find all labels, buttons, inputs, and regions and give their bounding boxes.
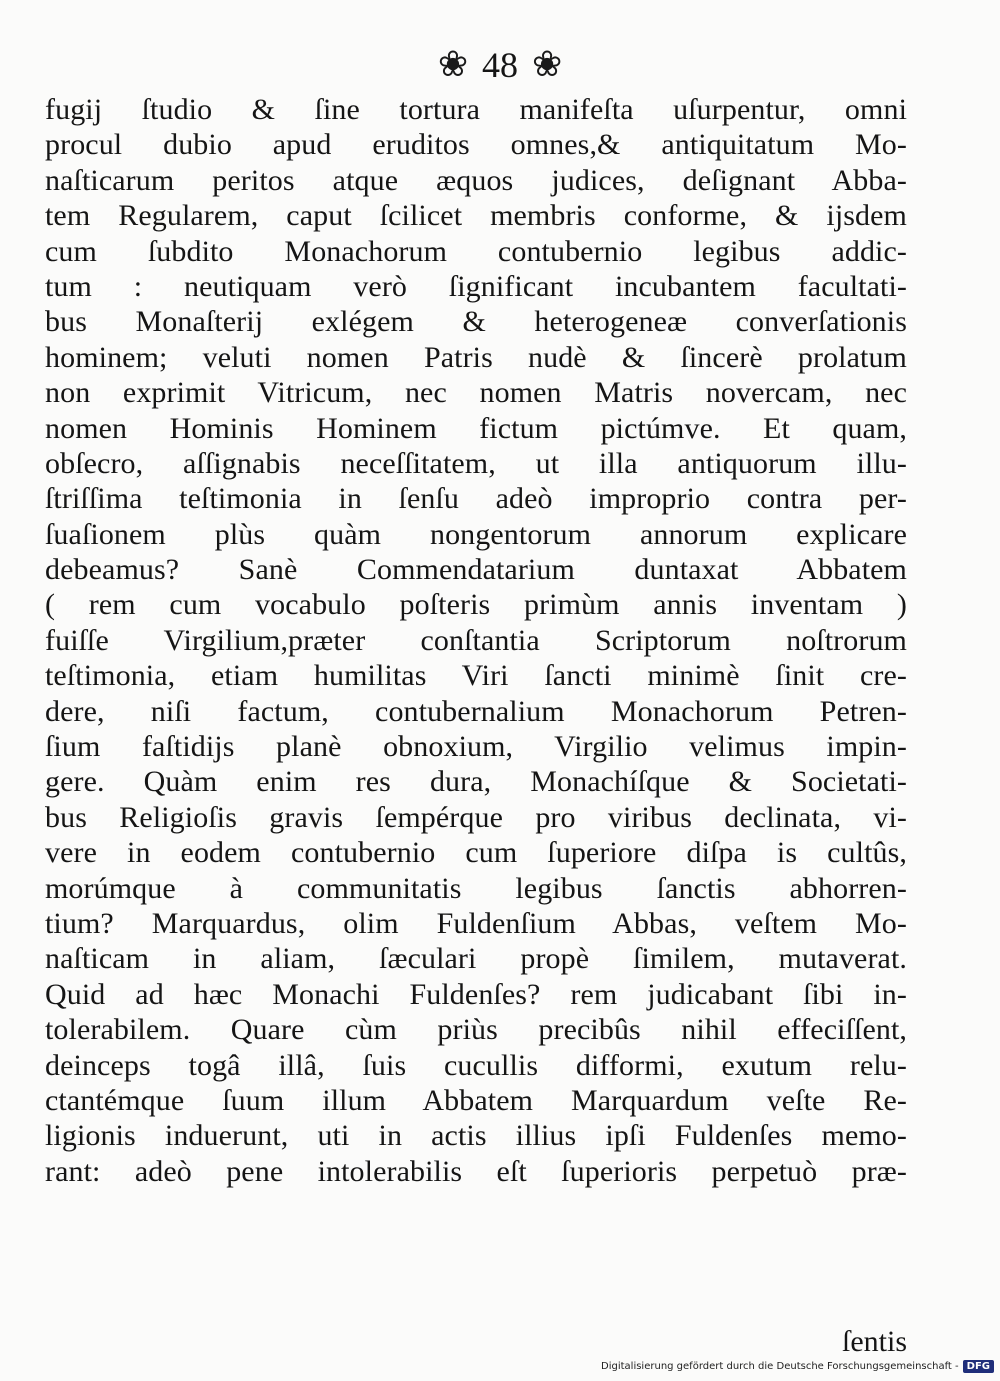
text-line: ſium faſtidijs planè obnoxium, Virgilio velimus impin-	[45, 730, 907, 764]
text-line: tium? Marquardus, olim Fuldenſium Abbas, veſtem Mo-	[45, 906, 907, 940]
funding-note: Digitalisierung gefördert durch die Deutsche Forschungsgemeinschaft -	[601, 1360, 959, 1372]
text-line: hominem; veluti nomen Patris nudè & ſincerè prolatum	[45, 340, 907, 374]
flower-ornament-icon: ❀	[437, 44, 468, 85]
text-line: non exprimit Vitricum, nec nomen Matris novercam, nec	[45, 376, 907, 410]
text-line: bus Religioſis gravis ſempérque pro viribus declinata, vi-	[45, 800, 907, 834]
text-line: fuiſſe Virgilium,præter conſtantia Scriptorum noſtrorum	[45, 623, 907, 657]
text-line: cum ſubdito Monachorum contubernio legibus addic-	[45, 234, 907, 268]
page-number: 48	[482, 45, 518, 85]
page-header	[0, 40, 1000, 90]
text-line: procul dubio apud eruditos omnes,& antiquitatum Mo-	[45, 128, 907, 162]
text-line: ſuaſionem plùs quàm nongentorum annorum explicare	[45, 517, 907, 551]
text-line: debeamus? Sanè Commendatarium duntaxat Abbatem	[45, 553, 907, 587]
body-text	[45, 92, 907, 1189]
text-line: gere. Quàm enim res dura, Monachíſque & Societati-	[45, 765, 907, 799]
text-line: teſtimonia, etiam humilitas Viri ſancti minimè ſinit cre-	[45, 659, 907, 693]
text-line: ligionis induerunt, uti in actis illius ipſi Fuldenſes memo-	[45, 1119, 907, 1153]
text-line: rant: adeò pene intolerabilis eſt ſuperioris perpetuò præ-	[45, 1154, 907, 1188]
text-line: tum : neutiquam verò ſignificant incubantem facultati-	[45, 269, 907, 303]
catchword: ſentis	[842, 1325, 907, 1358]
text-line: ctantémque ſuum illum Abbatem Marquardum veſte Re-	[45, 1083, 907, 1117]
text-line: morúmque à communitatis legibus ſanctis abhorren-	[45, 871, 907, 905]
text-line: tem Regularem, caput ſcilicet membris conforme, & ijsdem	[45, 199, 907, 233]
text-line: vere in eodem contubernio cum ſuperiore diſpa is cultûs,	[45, 836, 907, 870]
text-line: fugij ſtudio & ſine tortura manifeſta uſurpentur, omni	[45, 93, 907, 126]
text-line: naſticam in aliam, ſæculari propè ſimilem, mutaverat.	[45, 942, 907, 976]
text-line: bus Monaſterij exlégem & heterogeneæ converſationis	[45, 305, 907, 339]
flower-ornament-icon: ❀	[532, 44, 563, 85]
text-line: tolerabilem. Quare cùm priùs precibûs nihil effeciſſent,	[45, 1013, 907, 1047]
text-line: Quid ad hæc Monachi Fuldenſes? rem judicabant ſibi in-	[45, 977, 907, 1011]
text-line: nomen Hominis Hominem fictum pictúmve. Et quam,	[45, 411, 907, 445]
text-line: ( rem cum vocabulo poſteris primùm annis inventam )	[45, 588, 907, 622]
text-line: ſtriſſima teſtimonia in ſenſu adeò improprio contra per-	[45, 482, 907, 516]
footer	[601, 1357, 994, 1375]
dfg-logo: DFG	[963, 1360, 994, 1373]
text-line: deinceps togâ illâ, ſuis cucullis difformi, exutum relu-	[45, 1048, 907, 1082]
text-line: naſticarum peritos atque æquos judices, deſignant Abba-	[45, 163, 907, 197]
text-line: obſecro, aſſignabis neceſſitatem, ut illa antiquorum illu-	[45, 446, 907, 480]
text-line: dere, niſi factum, contubernalium Monachorum Petren-	[45, 694, 907, 728]
